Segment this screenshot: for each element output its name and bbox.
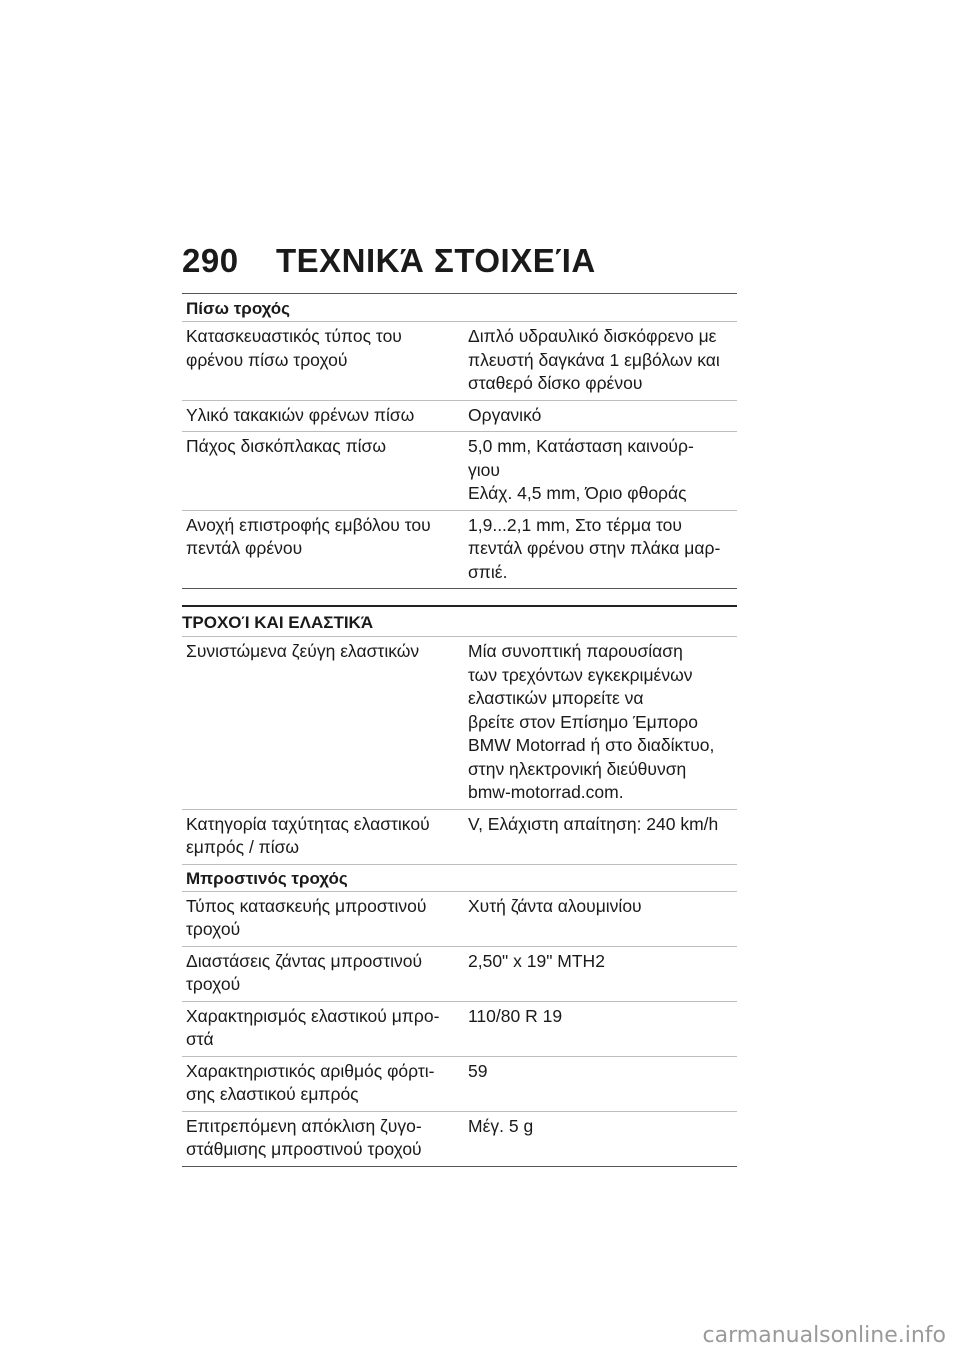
spec-label: Ανοχή επιστροφής εμβόλου του πεντάλ φρένου	[186, 514, 431, 558]
spec-value: 59	[468, 1060, 488, 1081]
table-row	[182, 809, 737, 864]
table-row	[182, 400, 737, 432]
section-heading: ΤΡΟΧΟΊ ΚΑΙ ΕΛΑΣΤΙΚΆ	[182, 607, 737, 637]
table-row	[182, 1111, 737, 1167]
table-row	[182, 946, 737, 1001]
page-number: 290	[182, 242, 239, 279]
spec-label: Κατηγορία ταχύτητας ελαστικού εμπρός / πίσω	[186, 813, 430, 857]
table-row	[182, 431, 737, 510]
spec-value: 5,0 mm, Κατάσταση καινούρ- γιου Ελάχ. 4,5 mm, Όριο φθοράς	[468, 436, 694, 503]
front-wheel-section	[182, 864, 737, 1167]
spec-value: Οργανικό	[468, 404, 542, 425]
watermark: carmanualsonline.info	[702, 1323, 946, 1348]
wheels-tires-section	[182, 605, 737, 864]
spec-value: 1,9...2,1 mm, Στο τέρμα του πεντάλ φρένου στην πλάκα μαρ- σπιέ.	[468, 514, 721, 582]
spec-label: Χαρακτηρισμός ελαστικού μπρο- στά	[186, 1005, 440, 1049]
section-title: Πίσω τροχός	[186, 299, 290, 318]
spec-value: Μέγ. 5 g	[468, 1115, 534, 1136]
spec-label: Χαρακτηριστικός αριθμός φόρτι- σης ελαστικού εμπρός	[186, 1060, 435, 1104]
spec-value: 110/80 R 19	[468, 1005, 563, 1026]
table-row	[182, 321, 737, 400]
rear-wheel-section	[182, 293, 737, 589]
section-title: Μπροστινός τροχός	[186, 868, 348, 888]
spec-value: Διπλό υδραυλικό δισκόφρενο με πλευστή δαγκάνα 1 εμβόλων και σταθερό δίσκο φρένου	[468, 326, 720, 393]
spec-label: Επιτρεπόμενη απόκλιση ζυγο- στάθμισης μπροστινού τροχού	[186, 1115, 422, 1159]
table-row	[182, 1056, 737, 1111]
spec-content	[182, 293, 737, 1167]
table-row	[182, 637, 737, 809]
spec-label: Κατασκευαστικός τύπος του φρένου πίσω τροχού	[186, 326, 402, 370]
table-row	[182, 891, 737, 946]
chapter-title: ΤΕΧΝΙΚΆ ΣΤΟΙΧΕΊΑ	[276, 242, 596, 279]
spec-label: Πάχος δισκόπλακας πίσω	[186, 436, 387, 456]
spec-label: Συνιστώμενα ζεύγη ελαστικών	[186, 641, 420, 661]
spec-value: 2,50" x 19" MTH2	[468, 950, 605, 971]
spec-label: Τύπος κατασκευής μπροστινού τροχού	[186, 895, 427, 939]
spec-value: Χυτή ζάντα αλουμινίου	[468, 895, 642, 916]
table-row	[182, 1001, 737, 1056]
page-header	[182, 242, 737, 282]
table-row	[182, 510, 737, 590]
spec-label: Διαστάσεις ζάντας μπροστινού τροχού	[186, 950, 423, 994]
spec-value: V, Ελάχιστη απαίτηση: 240 km/h	[468, 813, 719, 834]
spec-value: Μία συνοπτική παρουσίαση των τρεχόντων εγκεκριμένων ελαστικών μπορείτε να βρείτε στον Επίσημο Έμπορο BMW Motorrad ή στο διαδίκτυο, στην ηλεκτρονική διεύθυνση bmw-motorrad.com.	[468, 641, 715, 802]
spec-label: Υλικό τακακιών φρένων πίσω	[186, 404, 415, 425]
